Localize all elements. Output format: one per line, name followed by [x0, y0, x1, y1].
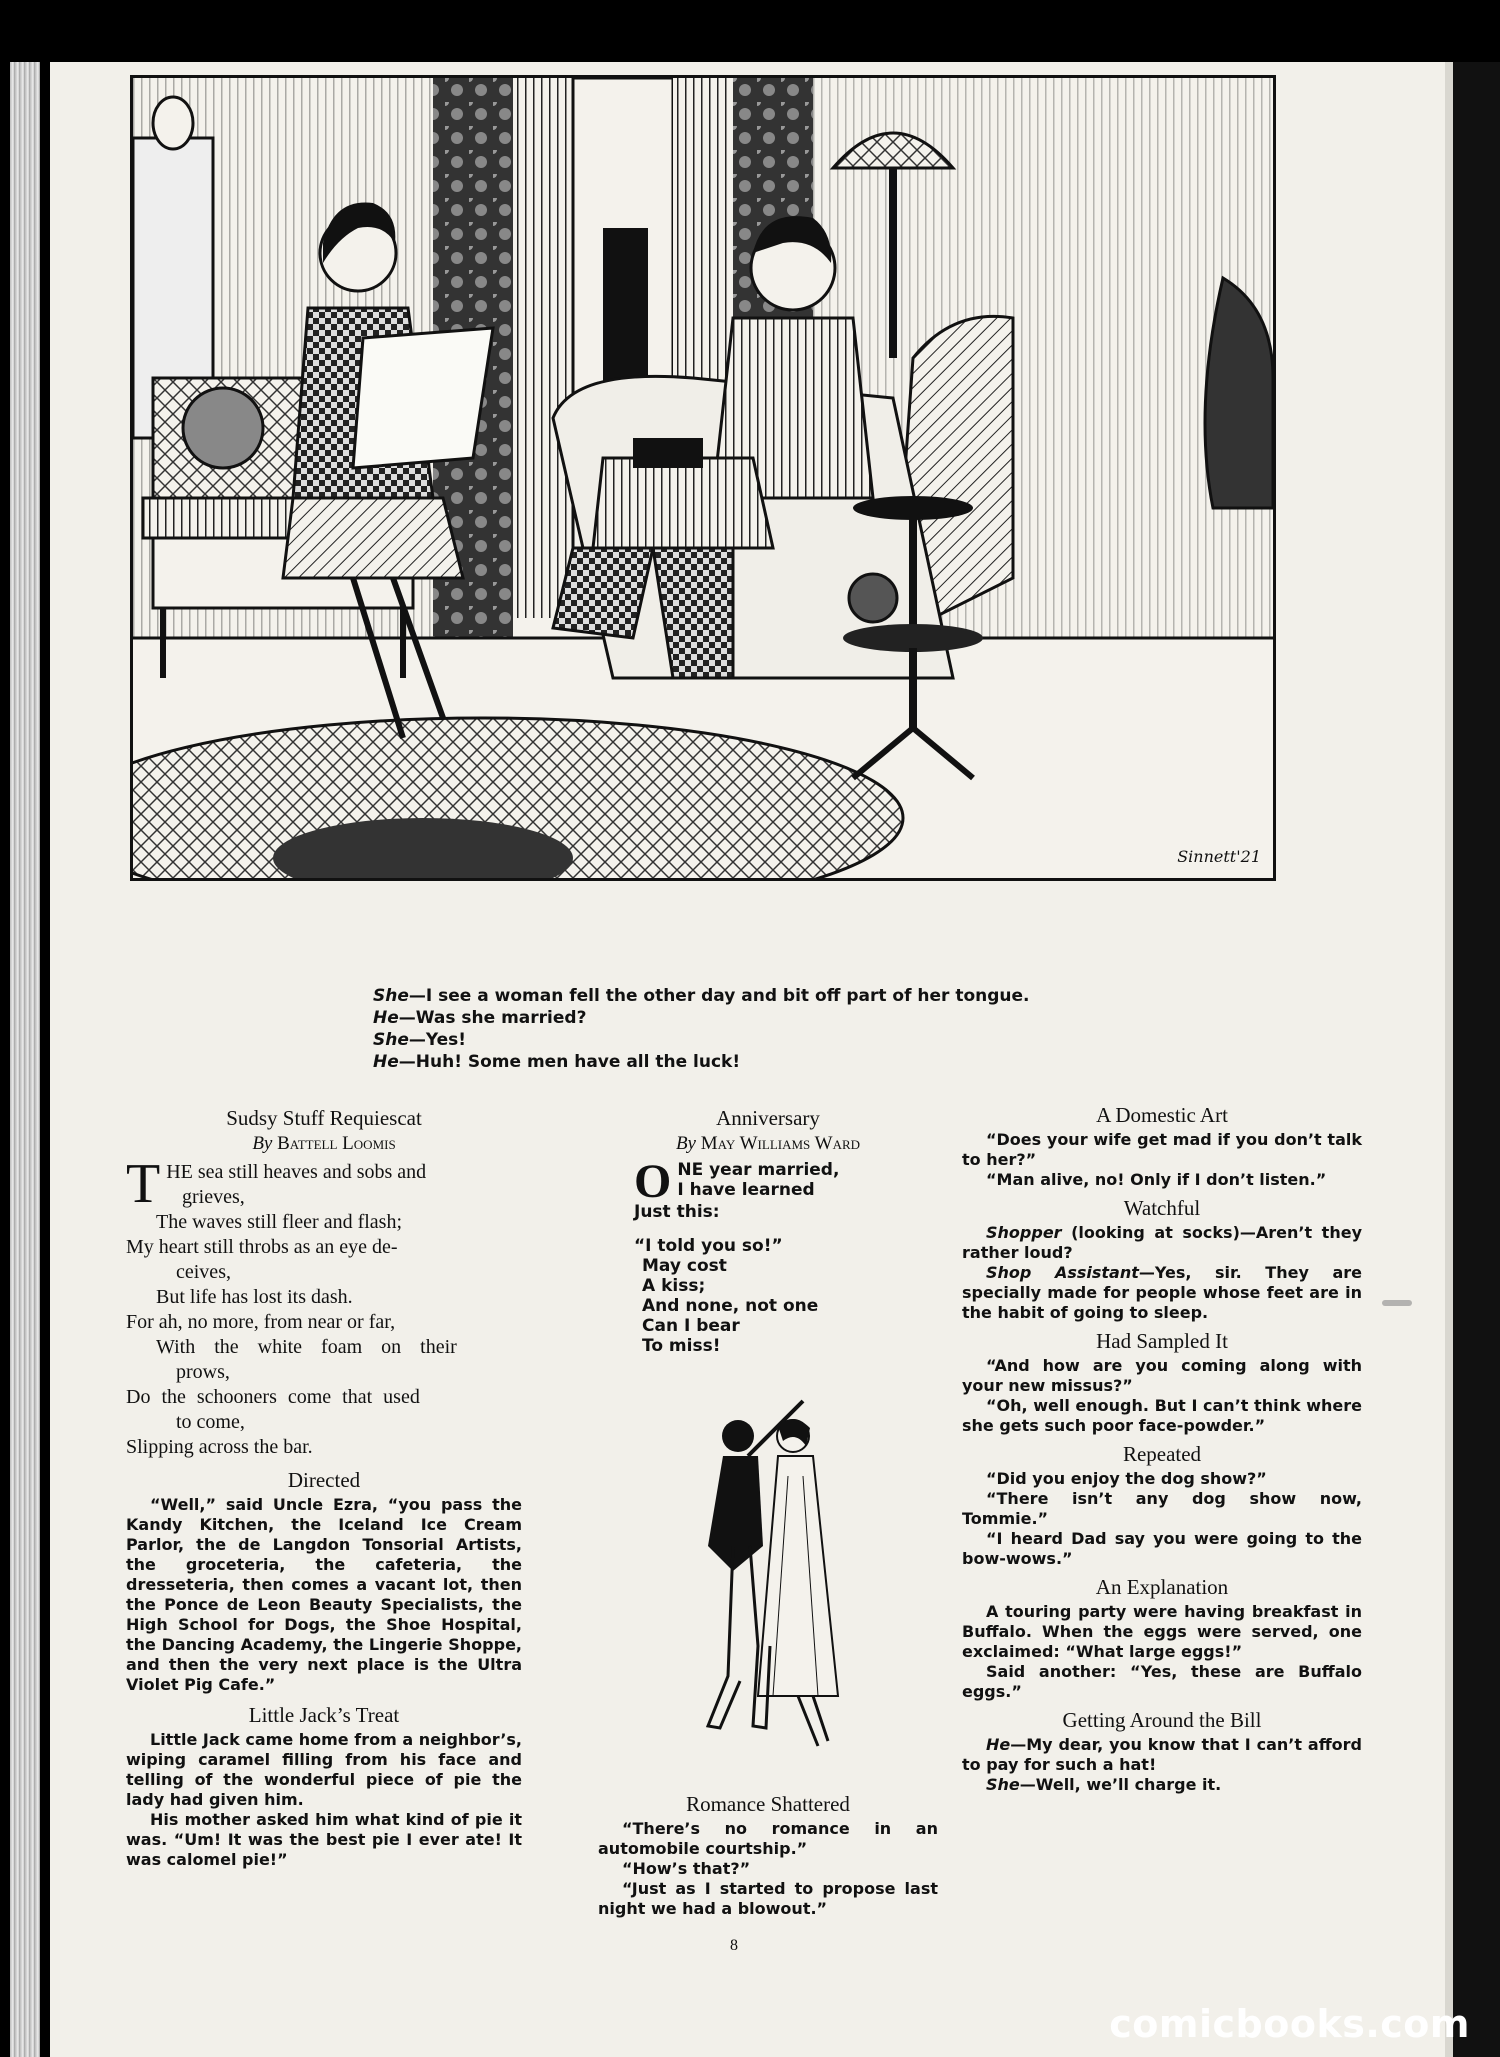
caption-text: —Yes! — [408, 1030, 467, 1050]
living-room-scene — [133, 78, 1273, 878]
bill-paragraph: She—Well, we’ll charge it. — [986, 1775, 1222, 1794]
by-label: By — [675, 1133, 696, 1154]
poem-byline — [126, 1133, 522, 1154]
verse-line: I have learned — [677, 1180, 815, 1200]
caption-text: —Was she married? — [398, 1008, 587, 1028]
caption-speaker: He — [373, 1008, 399, 1028]
poem-line: Slipping across the bar. — [126, 1436, 313, 1458]
romance-paragraph: “Just as I started to propose last night we had a blowout.” — [598, 1879, 938, 1918]
verse-line: A kiss; — [642, 1276, 706, 1296]
repeated-title: Repeated — [1122, 1442, 1202, 1466]
repeated-paragraph: “There isn’t any dog show now, Tommie.” — [962, 1489, 1362, 1528]
poem-line: prows, — [176, 1361, 230, 1383]
verse-line: And none, not one — [642, 1296, 819, 1316]
romance-paragraph: “How’s that?” — [622, 1859, 751, 1878]
poem-line: For ah, no more, from near or far, — [126, 1311, 396, 1333]
poem-line: My heart still throbs as an eye de- — [126, 1236, 398, 1258]
directed-text: “Well,” said Uncle Ezra, “you pass the Kandy Kitchen, the Iceland Ice Cream Parlor, the de Langdon Tonsorial Artists, the groceteria, the cafeteria, the dresseteria, then comes a vacant lot, then the Ponce de Leon Beauty Specialists, the High School for Dogs, the Shoe Hospital, the Dancing Academy, the Lingerie Shoppe, and then the very next place is the Ultra Violet Pig Cafe.” — [126, 1495, 522, 1694]
poem-line: But life has lost its dash. — [156, 1286, 353, 1308]
sampled-title: Had Sampled It — [1096, 1329, 1228, 1353]
jack-paragraph: His mother asked him what kind of pie it was. “Um! It was the best pie I ever ate! It was calomel pie!” — [126, 1810, 522, 1869]
site-watermark: comicbooks.com — [1109, 2002, 1470, 2046]
poem-line: THE sea still heaves and sobs and — [126, 1153, 427, 1215]
cartoon-caption — [373, 985, 1173, 1073]
caption-speaker: She — [373, 1030, 409, 1050]
caption-line — [373, 1007, 1173, 1029]
cartoon-illustration — [130, 75, 1276, 881]
speaker: Shopper — [986, 1223, 1062, 1242]
bill-paragraph: He—My dear, you know that I can’t afford to pay for such a hat! — [962, 1735, 1362, 1774]
verse-line: NE year married, — [677, 1160, 840, 1180]
by-label: By — [252, 1133, 273, 1154]
poem-line: grieves, — [182, 1186, 245, 1208]
watchful-paragraph: Shopper (looking at socks)—Aren’t they rather loud? — [962, 1223, 1362, 1262]
caption-speaker: He — [373, 1052, 399, 1072]
verse-line: May cost — [642, 1256, 727, 1276]
sampled-paragraph: “Oh, well enough. But I can’t think where she gets such poor face-powder.” — [962, 1396, 1362, 1435]
caption-line — [373, 1029, 1173, 1051]
poem-line: With the white foam on their — [156, 1336, 457, 1358]
print-speck — [1382, 1300, 1412, 1306]
explanation-paragraph: Said another: “Yes, these are Buffalo eggs.” — [962, 1662, 1362, 1701]
caption-speaker: She — [373, 986, 409, 1006]
repeated-paragraph: “I heard Dad say you were going to the bow-wows.” — [962, 1529, 1362, 1568]
anniversary-title: Anniversary — [716, 1106, 820, 1130]
watchful-title: Watchful — [1123, 1196, 1201, 1220]
caption-text: —I see a woman fell the other day and bit off part of her tongue. — [408, 986, 1030, 1006]
column-middle — [598, 1108, 938, 1919]
drop-cap: T — [126, 1153, 161, 1215]
poem-title: Sudsy Stuff Requiescat — [226, 1106, 422, 1130]
speaker: He — [986, 1735, 1011, 1754]
bill-title: Getting Around the Bill — [1062, 1708, 1262, 1732]
artist-signature: Sinnett'21 — [1177, 847, 1261, 866]
repeated-paragraph: “Did you enjoy the dog show?” — [986, 1469, 1267, 1488]
poem-body — [126, 1153, 522, 1460]
speaker: She — [986, 1775, 1020, 1794]
drop-cap: O — [634, 1155, 672, 1208]
column-left — [126, 1108, 522, 1870]
verse-line: To miss! — [642, 1336, 721, 1356]
column-right — [962, 1105, 1362, 1795]
dancing-couple-illustration — [678, 1396, 858, 1756]
domestic-paragraph: “Man alive, no! Only if I don’t listen.” — [986, 1170, 1327, 1189]
romance-title: Romance Shattered — [686, 1792, 850, 1816]
jack-paragraph: Little Jack came home from a neighbor’s, wiping caramel filling from his face and telling of the wonderful piece of pie the lady had given him. — [126, 1730, 522, 1809]
caption-text: —Huh! Some men have all the luck! — [398, 1052, 741, 1072]
watchful-paragraph: Shop Assistant—Yes, sir. They are specially made for people whose feet are in the habit of going to sleep. — [962, 1263, 1362, 1322]
jack-title: Little Jack’s Treat — [248, 1703, 400, 1727]
verse-line: “I told you so!” — [634, 1236, 783, 1256]
explanation-title: An Explanation — [1095, 1575, 1229, 1599]
poem-line: Do the schooners come that used — [126, 1386, 420, 1408]
anniversary-byline — [598, 1133, 938, 1154]
book-edge-right — [1445, 62, 1500, 2057]
sampled-paragraph: “And how are you coming along with your new missus?” — [962, 1356, 1362, 1395]
poem-author: Battell Loomis — [277, 1133, 396, 1154]
verse-line: Can I bear — [642, 1316, 740, 1336]
caption-line — [373, 1051, 1173, 1073]
caption-line — [373, 985, 1173, 1007]
domestic-paragraph: “Does your wife get mad if you don’t talk to her?” — [962, 1130, 1362, 1169]
poem-line: to come, — [176, 1411, 245, 1433]
romance-paragraph: “There’s no romance in an automobile courtship.” — [598, 1819, 938, 1858]
page-number: 8 — [730, 1937, 738, 1954]
verse-line: Just this: — [634, 1202, 720, 1222]
poem-line: ceives, — [176, 1261, 231, 1283]
book-edge-left — [10, 62, 40, 2057]
anniversary-verse — [598, 1155, 938, 1356]
poem-line: The waves still fleer and flash; — [156, 1211, 403, 1233]
directed-title: Directed — [287, 1468, 361, 1492]
speaker: Shop Assistant — [986, 1263, 1139, 1282]
explanation-paragraph: A touring party were having breakfast in Buffalo. When the eggs were served, one exclaimed: “What large eggs!” — [962, 1602, 1362, 1661]
domestic-title: A Domestic Art — [1096, 1103, 1228, 1127]
anniversary-author: May Williams Ward — [700, 1133, 861, 1154]
